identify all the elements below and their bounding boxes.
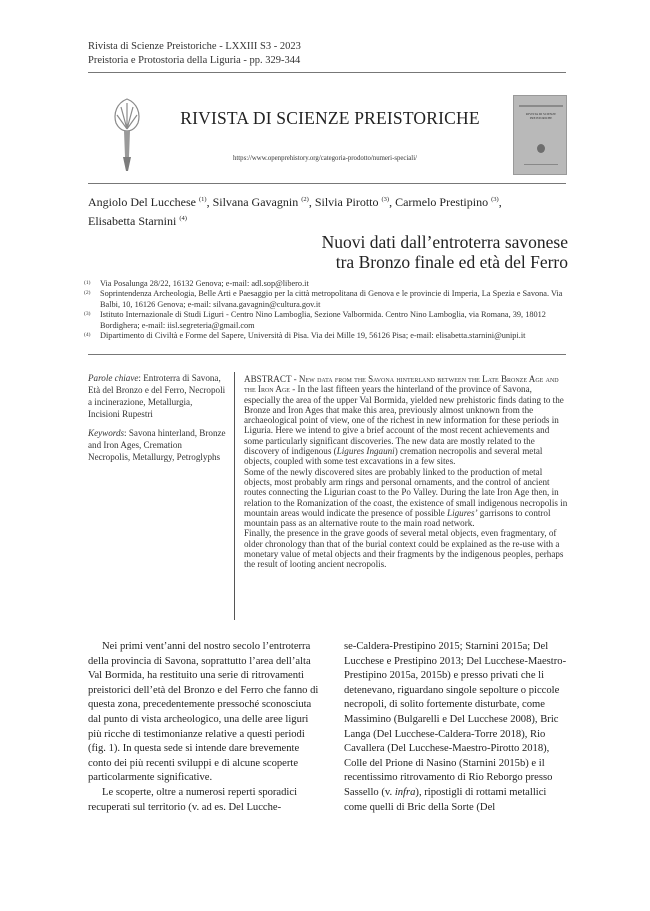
article-title-line: Nuovi dati dall’entroterra savonese [321, 232, 568, 252]
abstract-heading: New data from the Savona hinterland between the Late Bronze Age and the Iron Age [244, 374, 559, 395]
abstract-label: ABSTRACT - [244, 374, 299, 384]
affiliation-text: Via Posalunga 28/22, 16132 Genova; e-mail: adl.sop@libero.it [100, 279, 309, 288]
article-title [250, 232, 568, 272]
abstract-block [244, 374, 568, 570]
cover-emblem-icon [537, 144, 545, 153]
cover-title: RIVISTA DI SCIENZE PREISTORICHE [525, 112, 557, 120]
abstract-text: - In the last fifteen years the hinterland of the province of Savona, especially the area of the upper Val Bormida, yielded new prehistoric finds dating to the Bronze and Iron Ages that make this area, previously almost unknown from the archaeological point of view, one of the richest in new information for these periods in Liguria. Here we intend to give a brief account of the most recent achievements and some particularly significant discoveries. The new data are mostly related to the discovery of indigenous ( [244, 384, 564, 457]
affiliation-text: Soprintendenza Archeologia, Belle Arti e Paesaggio per la città metropolitana di Genova e le provincie di Imperia, La Spezia e Savona. Via Balbi, 10, 16126 Genova; e-mail: silvana.gavagnin@cultura.gov.it [100, 289, 563, 309]
affiliation-mark: (3) [84, 311, 91, 318]
journal-volume-line: Rivista di Scienze Preistoriche - LXXIII S3 - 2023 [88, 41, 301, 52]
keywords-english [88, 427, 226, 463]
author-list: Angiolo Del Lucchese $^{(1)}$, Silvana Gavagnin $^{(2)}$, Silvia Pirotto $^{(3)}$, Carmelo Prestipino $^{(3)}$, Elisabetta Starnini $^{(4)}$ [88, 195, 502, 228]
keywords-italian-text: : Entroterra di Savona, Età del Bronzo e del Ferro, Necropoli a incinerazione, Metallurgia, Incisioni Rupestri [88, 373, 226, 419]
author-name: Angiolo Del Lucchese [88, 195, 196, 209]
author-name: Elisabetta Starnini [88, 213, 177, 228]
affiliations-rule [88, 354, 566, 355]
cover-band [519, 105, 563, 107]
body-text: ), ripostigli di rottami metallici come quelli di Bric della Sorte (Del [344, 786, 547, 813]
abstract-paragraph: Finally, the presence in the grave goods of several metal objects, even fragmentary, of older chronology than that of the burial context could be explained as the re-use with a monetary value of metal objects and their fragments by the indigenous peoples, perhaps the result of looting ancient necropolis. [244, 528, 564, 570]
affiliation-text: Istituto Internazionale di Studi Liguri - Centro Nino Lamboglia, Sezione Valbormida. Centro Nino Lamboglia, via Romana, 39, 18012 Bordighera; e-mail: iisl.segreteria@gmail.com [100, 310, 546, 330]
abstract-text: Some of the newly discovered sites are probably linked to the production of metal objects, most probably arm rings and personal ornaments, and the control of ancient routes connecting the Ligurian coast to the Po Valley. During the late Iron Age then, in relation to the Romanization of the coast, the existence of small indigenous necropolis in mountain areas would indicate the presence of possible [244, 466, 568, 518]
masthead-title: RIVISTA DI SCIENZE PREISTORICHE [180, 108, 480, 128]
keywords-italian [88, 372, 226, 420]
masthead-url[interactable]: https://www.openprehistory.org/categoria-prodotto/numeri-speciali/ [233, 155, 417, 162]
body-paragraph [344, 640, 568, 815]
journal-logo-icon [107, 95, 147, 175]
journal-cover-thumbnail [513, 95, 567, 175]
affiliation-text: Dipartimento di Civiltà e Forme del Sapere, Università di Pisa. Via dei Mille 19, 56126 Pisa; e-mail: elisabetta.starnini@unipi.it [100, 331, 526, 341]
author-affiliation-mark: (4) [179, 214, 187, 222]
body-text: se-Caldera-Prestipino 2015; Starnini 2015a; Del Lucchese e Prestipino 2013; Del Lucchese-Maestro-Prestipino 2015a, 2015b) e presso privati che li detenevano, riguardano singole sepolture o piccole necropoli, di solito fortemente disturbate, come Massimino (Bulgarelli e Del Lucchese 2008), Bric Langa (Del Lucchese-Caldera-Torre 2018), Rio Cavallera (Del Lucchese-Maestro-Pirotto 2018), Colle del Prione di Nasino (Starnini 2015b) e il recentissimo ritrovamento di Rio Reborgo presso Sassello (v. [344, 641, 567, 798]
journal-section-line: Preistoria e Protostoria della Liguria - pp. 329-344 [88, 55, 301, 66]
header-rule-top [88, 72, 566, 73]
affiliation-list [84, 279, 570, 341]
keywords-english-text: : Savona hinterland, Bronze and Iron Ages, Cremation Necropolis, Metallurgy, Petroglyphs [88, 428, 226, 462]
cover-footer-line [524, 164, 558, 165]
abstract-italic: Ligures’ [447, 507, 478, 518]
body-column-left [88, 640, 324, 815]
affiliation-mark: (4) [84, 332, 91, 339]
affiliation-item [84, 331, 570, 341]
author-name: , Silvana Gavagnin [206, 195, 299, 209]
article-title-line: tra Bronzo finale ed età del Ferro [335, 252, 568, 272]
abstract-paragraph [244, 374, 568, 467]
header-rule-bottom [88, 183, 566, 184]
body-paragraph: Nei primi vent’anni del nostro secolo l’entroterra della provincia di Savona, soprattutto l’area dell’alta Val Bormida, ha restituito una serie di ritrovamenti preistorici dell’età del Bronzo e del Ferro che fanno di questa zona, precedentemente pressoché sconosciuta dal punto di vista archeologico, una delle aree liguri più ricche di testimonianze relative a questi periodi (fig. 1). In questa sede si intende dare brevemente conto dei più recenti sviluppi e di alcune scoperte particolarmente significative. [88, 641, 319, 784]
keywords-italian-label: Parole chiave [88, 373, 139, 383]
journal-running-head [88, 40, 301, 68]
abstract-paragraph [244, 467, 568, 529]
keywords-panel [88, 372, 226, 470]
abstract-divider [234, 372, 235, 620]
body-column-right [344, 640, 568, 815]
abstract-italic: Ligures Ingauni [336, 446, 395, 457]
affiliation-mark: (2) [84, 290, 91, 297]
author-affiliation-mark: (3) [381, 196, 390, 203]
affiliation-mark: (1) [84, 280, 91, 286]
abstract-text: garrisons to control mountain pass as an alternative route to the main road network. [244, 507, 551, 529]
author-name: , Silvia Pirotto [308, 195, 379, 209]
affiliation-item [84, 279, 570, 289]
abstract-text: ) cremation necropolis and several metal objects, coupled with some test excavations in a few sites. [244, 446, 543, 467]
author-affiliation-mark: (3) [491, 196, 499, 203]
body-italic: infra [394, 786, 416, 798]
affiliation-item [84, 289, 570, 310]
affiliation-item [84, 310, 570, 331]
keywords-english-label: Keywords [88, 428, 125, 438]
author-affiliation-mark: (2) [301, 196, 309, 203]
author-affiliation-mark: (1) [198, 196, 207, 203]
body-paragraph: Le scoperte, oltre a numerosi reperti sporadici recuperati sul territorio (v. ad es. Del Lucche- [88, 786, 298, 813]
author-name: , Carmelo Prestipino [389, 195, 489, 209]
